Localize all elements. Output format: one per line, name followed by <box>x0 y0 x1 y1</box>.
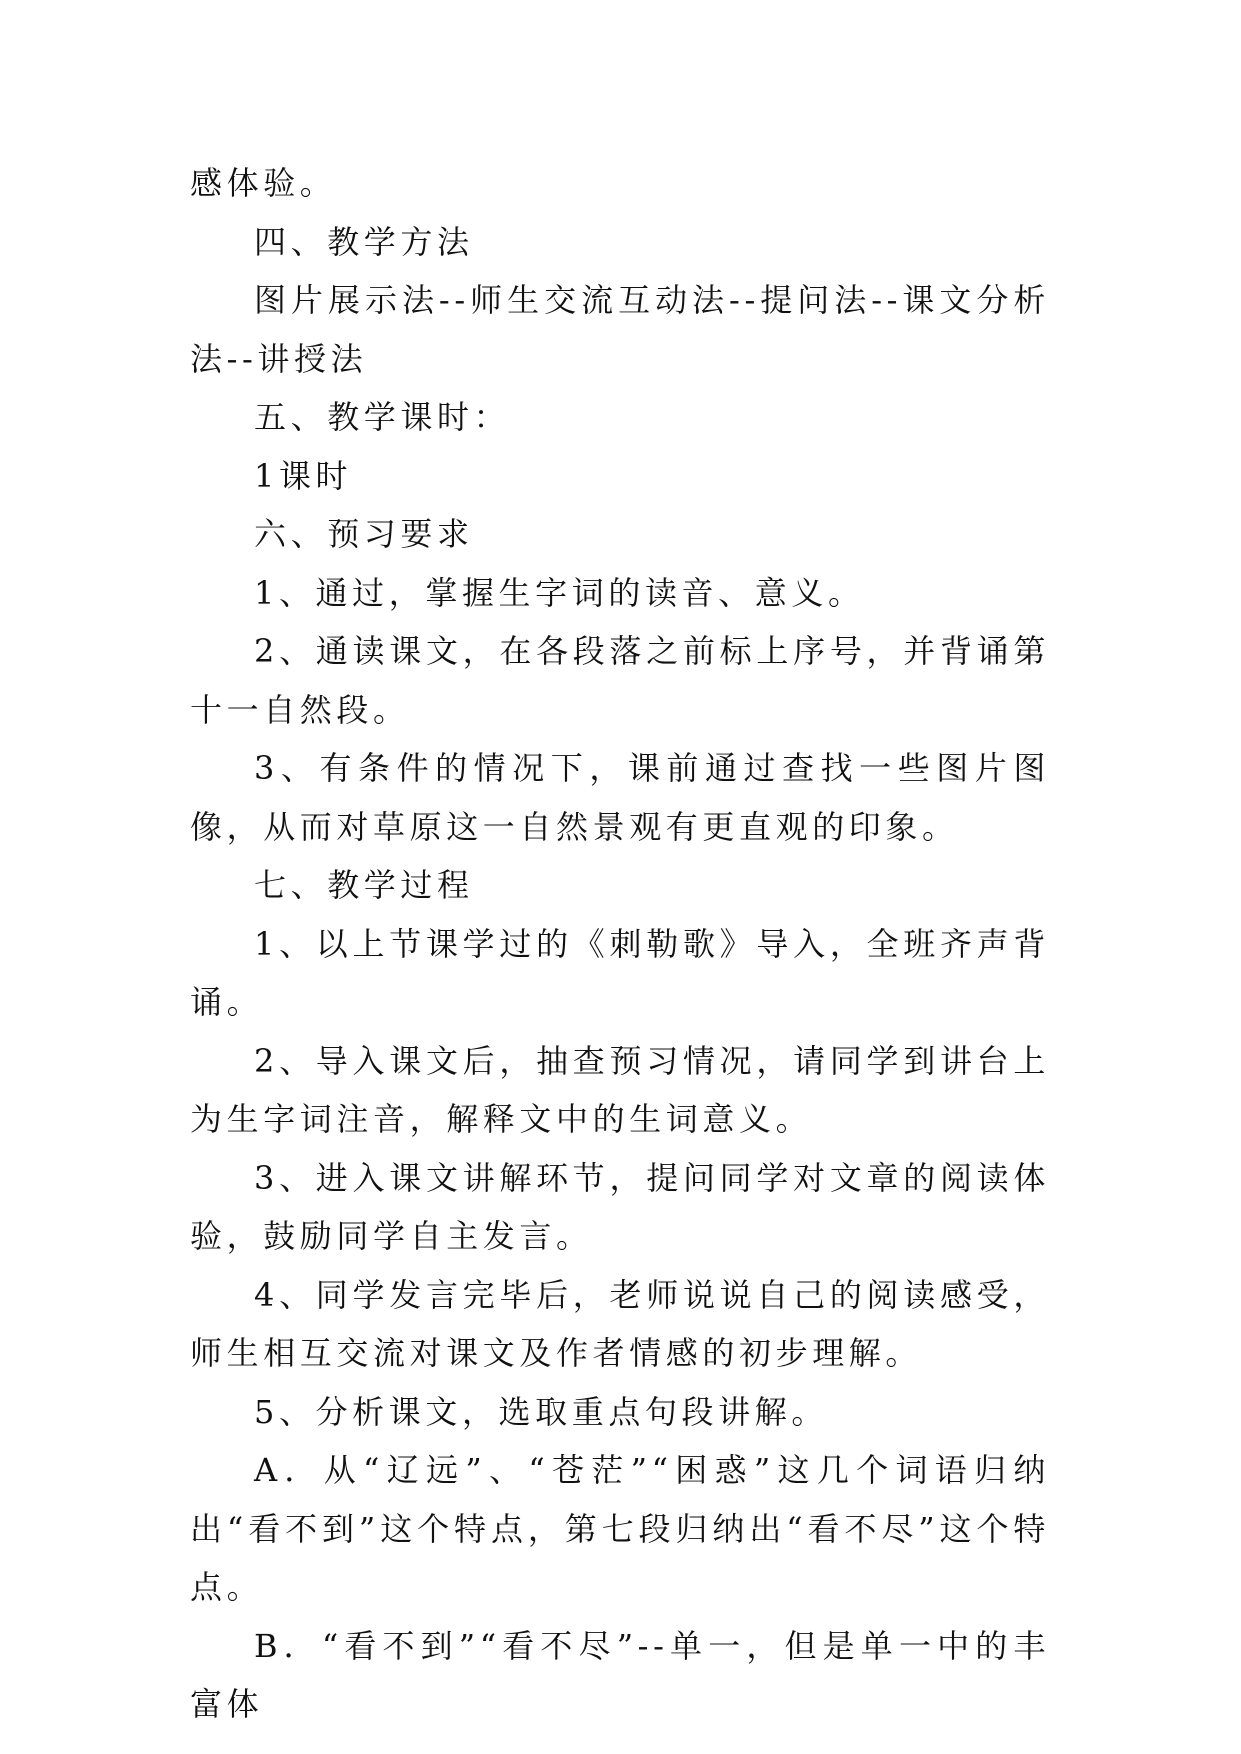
list-item: 2、导入课文后，抽查预习情况，请同学到讲台上为生字词注音，解释文中的生词意义。 <box>190 1041 1050 1138</box>
section-heading: 六、预习要求 <box>254 515 474 553</box>
document-page <box>190 154 1050 1734</box>
section-heading: 七、教学过程 <box>254 866 474 904</box>
list-item: 3、有条件的情况下，课前通过查找一些图片图像，从而对草原这一自然景观有更直观的印象。 <box>190 749 1050 846</box>
list-item: 2、通读课文，在各段落之前标上序号，并背诵第十一自然段。 <box>190 632 1050 729</box>
section-heading: 五、教学课时： <box>254 398 511 436</box>
sub-list-item: B．“看不到”“看不尽”--单一，但是单一中的丰富体 <box>190 1626 1050 1723</box>
sub-list-item: A．从“辽远”、“苍茫”“困惑”这几个词语归纳出“看不到”这个特点，第七段归纳出“看不尽”这个特点。 <box>190 1451 1050 1606</box>
paragraph: 感体验。 <box>190 164 337 202</box>
list-item: 3、进入课文讲解环节，提问同学对文章的阅读体验，鼓励同学自主发言。 <box>190 1158 1050 1255</box>
paragraph: 图片展示法--师生交流互动法--提问法--课文分析法--讲授法 <box>190 281 1050 378</box>
section-heading: 四、教学方法 <box>254 222 474 261</box>
paragraph: 1课时 <box>254 456 353 495</box>
list-item: 1、以上节课学过的《刺勒歌》导入，全班齐声背诵。 <box>190 924 1050 1021</box>
list-item: 4、同学发言完毕后，老师说说自己的阅读感受，师生相互交流对课文及作者情感的初步理解。 <box>190 1275 1050 1372</box>
list-item: 5、分析课文，选取重点句段讲解。 <box>254 1392 828 1431</box>
list-item: 1、通过，掌握生字词的读音、意义。 <box>254 573 865 612</box>
